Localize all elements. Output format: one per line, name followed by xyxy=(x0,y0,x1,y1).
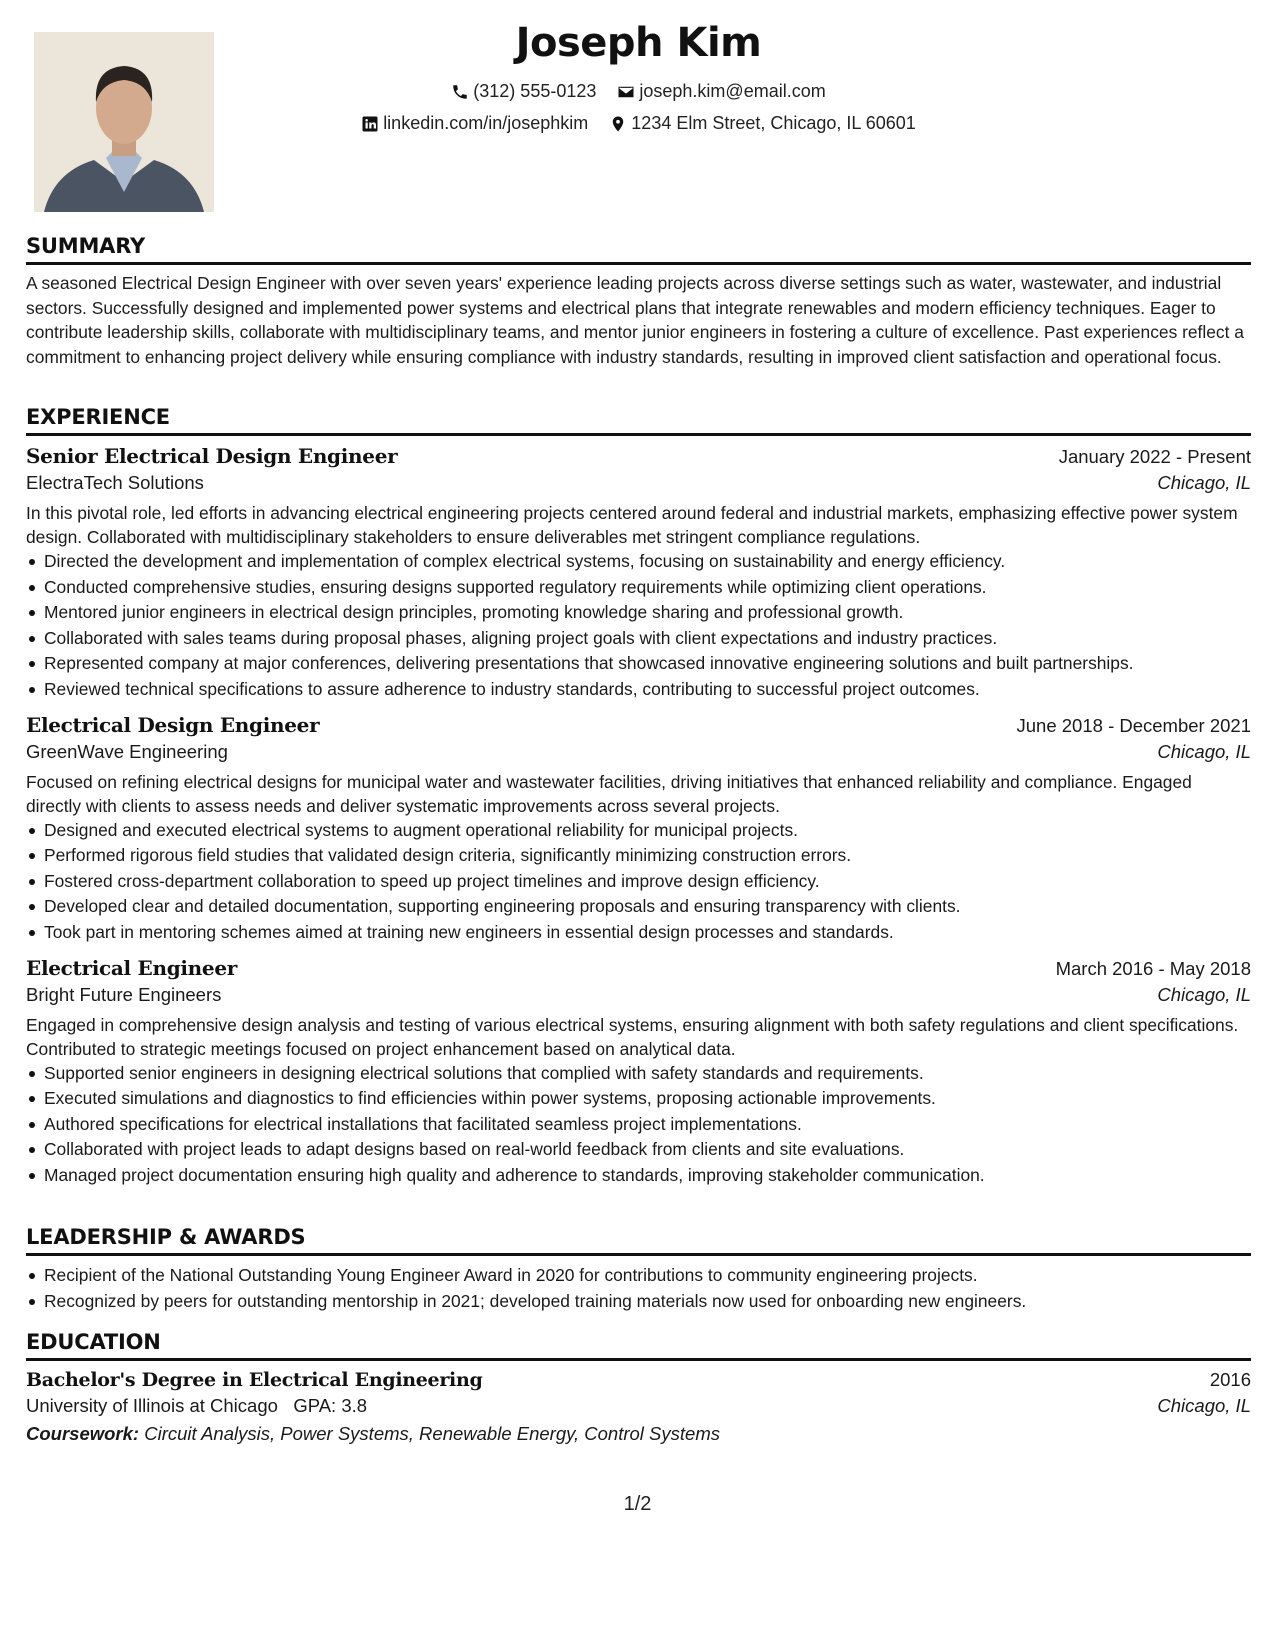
job-bullets xyxy=(26,818,1251,946)
job-company: GreenWave Engineering xyxy=(26,740,228,762)
list-item: Conducted comprehensive studies, ensuring designs supported regulatory requirements while optimizing client operations. xyxy=(44,575,1251,601)
job-dates: March 2016 - May 2018 xyxy=(1055,957,1251,979)
school-name: University of Illinois at Chicago xyxy=(26,1395,278,1416)
list-item: Supported senior engineers in designing electrical solutions that complied with safety standards and requirements. xyxy=(44,1061,1251,1087)
phone-icon xyxy=(451,83,469,101)
coursework xyxy=(26,1423,1251,1445)
list-item: Reviewed technical specifications to assure adherence to industry standards, contributing to successful project outcomes. xyxy=(44,677,1251,703)
list-item: Designed and executed electrical systems to augment operational reliability for municipal projects. xyxy=(44,818,1251,844)
email-text: joseph.kim@email.com xyxy=(639,81,826,101)
linkedin-contact[interactable] xyxy=(361,113,588,134)
list-item: Took part in mentoring schemes aimed at training new engineers in essential design processes and standards. xyxy=(44,920,1251,946)
linkedin-icon xyxy=(361,115,379,133)
list-item: Performed rigorous field studies that validated design criteria, significantly minimizing construction errors. xyxy=(44,843,1251,869)
job-bullets xyxy=(26,549,1251,703)
list-item: Recipient of the National Outstanding Young Engineer Award in 2020 for contributions to community engineering projects. xyxy=(44,1263,1251,1289)
awards-section xyxy=(26,1225,1251,1314)
contact-line-1 xyxy=(26,81,1251,106)
address-text: 1234 Elm Street, Chicago, IL 60601 xyxy=(631,113,916,133)
school-line xyxy=(26,1395,367,1417)
job-title: Senior Electrical Design Engineer xyxy=(26,444,398,468)
page-number: 1/2 xyxy=(623,1493,652,1515)
job-entry xyxy=(26,444,1251,703)
list-item: Directed the development and implementation of complex electrical systems, focusing on sustainability and energy efficiency. xyxy=(44,549,1251,575)
job-entry xyxy=(26,713,1251,946)
email-contact[interactable] xyxy=(617,81,825,102)
candidate-name: Joseph Kim xyxy=(515,20,762,66)
job-company: ElectraTech Solutions xyxy=(26,472,204,493)
linkedin-text: linkedin.com/in/josephkim xyxy=(383,113,589,133)
degree-year: 2016 xyxy=(1209,1369,1251,1390)
degree-title: Bachelor's Degree in Electrical Engineering xyxy=(26,1369,483,1391)
phone-text: (312) 555-0123 xyxy=(473,81,597,101)
address-contact xyxy=(609,113,916,134)
job-dates: June 2018 - December 2021 xyxy=(1016,714,1251,736)
list-item: Fostered cross-department collaboration to speed up project timelines and improve design efficiency. xyxy=(44,869,1251,895)
list-item: Developed clear and detailed documentation, supporting engineering proposals and ensuring transparency with clients. xyxy=(44,894,1251,920)
coursework-label: Coursework: xyxy=(26,1423,140,1444)
job-description: Focused on refining electrical designs for municipal water and wastewater facilities, driving initiatives that enhanced reliability and compliance. Engaged directly with clients to assess needs and deliver systematic improvements across several projects. xyxy=(26,771,1192,816)
list-item: Recognized by peers for outstanding mentorship in 2021; developed training materials now used for onboarding new engineers. xyxy=(44,1289,1251,1315)
coursework-list: Circuit Analysis, Power Systems, Renewable Energy, Control Systems xyxy=(144,1423,720,1444)
summary-text: A seasoned Electrical Design Engineer with over seven years' experience leading projects across diverse settings such as water, wastewater, and industrial sectors. Successfully designed and implemented power systems and electrical plans that integrate renewables and modern efficiency techniques. Eager to contribute leadership skills, collaborate with multidisciplinary teams, and mentor junior engineers in fostering a culture of excellence. Past experiences reflect a commitment to enhancing project delivery while ensuring compliance with industry standards, resulting in improved client satisfaction and operational focus. xyxy=(26,273,1244,367)
list-item: Authored specifications for electrical installations that facilitated seamless project implementations. xyxy=(44,1112,1251,1138)
phone-contact[interactable] xyxy=(451,81,596,102)
section-title-awards: LEADERSHIP & AWARDS xyxy=(26,1225,1251,1256)
contact-line-2 xyxy=(26,113,1251,138)
envelope-icon xyxy=(617,83,635,101)
school-location: Chicago, IL xyxy=(1157,1395,1251,1416)
job-description: Engaged in comprehensive design analysis and testing of various electrical systems, ensuring alignment with both safety regulations and client specifications. Contributed to strategic meetings focused on project enhancement based on analytical data. xyxy=(26,1014,1239,1059)
job-location: Chicago, IL xyxy=(1157,472,1251,493)
list-item: Mentored junior engineers in electrical design principles, promoting knowledge sharing and professional growth. xyxy=(44,600,1251,626)
job-location: Chicago, IL xyxy=(1157,983,1251,1005)
list-item: Collaborated with project leads to adapt designs based on real-world feedback from clients and site evaluations. xyxy=(44,1137,1251,1163)
section-title-summary: SUMMARY xyxy=(26,234,1251,265)
job-location: Chicago, IL xyxy=(1157,740,1251,762)
map-pin-icon xyxy=(609,115,627,133)
list-item: Executed simulations and diagnostics to find efficiencies within power systems, proposing actionable improvements. xyxy=(44,1086,1251,1112)
section-title-experience: EXPERIENCE xyxy=(26,405,1251,436)
list-item: Managed project documentation ensuring high quality and adherence to standards, improving stakeholder communication. xyxy=(44,1163,1251,1189)
section-title-education: EDUCATION xyxy=(26,1330,1251,1361)
job-entry xyxy=(26,956,1251,1189)
job-description: In this pivotal role, led efforts in advancing electrical engineering projects centered around federal and industrial markets, emphasizing effective power system design. Collaborated with multidisciplinary stakeholders to ensure deliverables met stringent compliance regulations. xyxy=(26,503,1238,547)
awards-list xyxy=(26,1263,1251,1314)
list-item: Represented company at major conferences, delivering presentations that showcased innovative engineering solutions and built partnerships. xyxy=(44,651,1251,677)
job-company: Bright Future Engineers xyxy=(26,983,222,1005)
list-item: Collaborated with sales teams during proposal phases, aligning project goals with client expectations and industry practices. xyxy=(44,626,1251,652)
job-dates: January 2022 - Present xyxy=(1058,446,1251,467)
gpa: GPA: 3.8 xyxy=(293,1395,368,1416)
job-bullets xyxy=(26,1061,1251,1189)
job-title: Electrical Engineer xyxy=(26,955,238,980)
experience-section xyxy=(26,405,1251,1189)
education-section xyxy=(26,1330,1251,1445)
job-title: Electrical Design Engineer xyxy=(26,712,320,737)
summary-section xyxy=(26,234,1251,369)
